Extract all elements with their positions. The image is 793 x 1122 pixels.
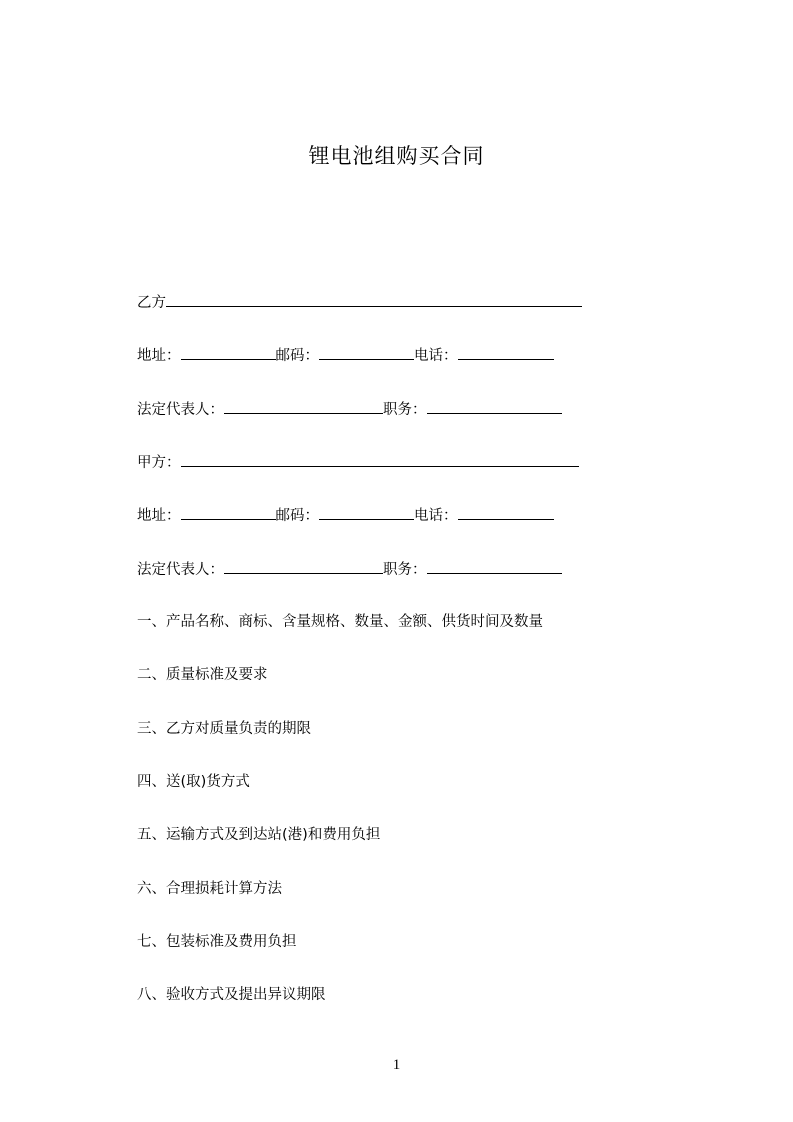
party-a-rep-label: 法定代表人： <box>137 562 224 578</box>
party-b-label: 乙方 <box>137 295 166 311</box>
section-heading: 五、运输方式及到达站(港)和费用负担 <box>137 827 381 843</box>
section-heading: 六、合理损耗计算方法 <box>137 881 282 897</box>
party-b-address-label: 地址： <box>137 348 181 364</box>
party-a-label: 甲方： <box>137 455 181 471</box>
section-heading: 二、质量标准及要求 <box>137 667 268 683</box>
party-a-position-blank <box>427 558 562 574</box>
party-a-phone-blank <box>458 504 554 520</box>
section-heading: 八、验收方式及提出异议期限 <box>137 987 326 1003</box>
document-title: 锂电池组购买合同 <box>308 144 485 168</box>
party-b-position-blank <box>427 398 562 414</box>
party-b-contact-line <box>137 344 554 367</box>
party-b-postcode-blank <box>319 344 414 360</box>
party-b-rep-label: 法定代表人： <box>137 402 224 418</box>
page-number: 1 <box>392 1057 401 1073</box>
party-b-address-blank <box>181 344 276 360</box>
party-b-postcode-label: 邮码： <box>275 348 319 364</box>
party-b-phone-label: 电话： <box>414 348 458 364</box>
section-heading: 三、乙方对质量负责的期限 <box>137 721 311 737</box>
party-a-address-blank <box>181 504 276 520</box>
party-b-name-blank <box>166 291 582 307</box>
party-a-postcode-label: 邮码： <box>275 508 319 524</box>
party-a-address-label: 地址： <box>137 508 181 524</box>
party-a-contact-line <box>137 504 554 527</box>
section-heading: 四、送(取)货方式 <box>137 774 250 790</box>
party-a-rep-blank <box>224 558 383 574</box>
party-a-postcode-blank <box>319 504 414 520</box>
party-a-rep-line <box>137 558 562 581</box>
section-heading: 七、包装标准及费用负担 <box>137 934 297 950</box>
party-a-name-blank <box>181 451 579 467</box>
party-b-position-label: 职务： <box>383 402 427 418</box>
party-b-rep-line <box>137 398 562 421</box>
party-a-line <box>137 451 579 474</box>
party-b-phone-blank <box>458 344 554 360</box>
party-a-position-label: 职务： <box>383 562 427 578</box>
section-heading: 一、产品名称、商标、含量规格、数量、金额、供货时间及数量 <box>137 614 543 630</box>
party-b-line <box>137 291 582 314</box>
party-b-rep-blank <box>224 398 383 414</box>
party-a-phone-label: 电话： <box>414 508 458 524</box>
